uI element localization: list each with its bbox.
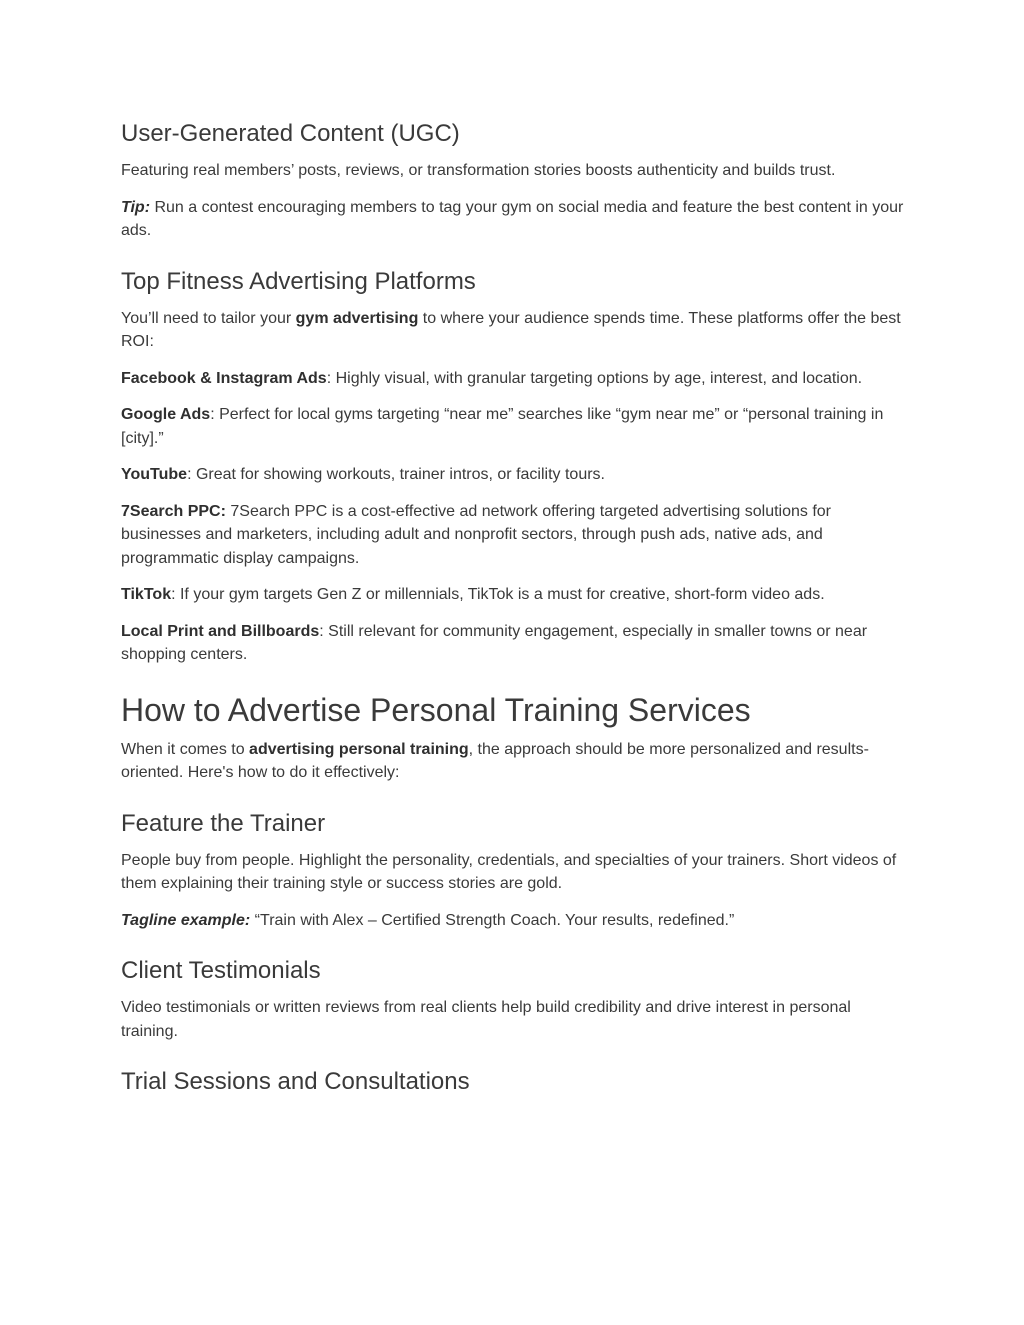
platform-item-tiktok: TikTok: If your gym targets Gen Z or millennials, TikTok is a must for creative, short-form video ads. [121,586,825,603]
keyword-advertising-personal-training: advertising personal training [249,740,469,758]
tip-text: Run a contest encouraging members to tag your gym on social media and feature the best content in your ads. [121,198,904,239]
paragraph-personal-training-intro: When it comes to advertising personal training, the approach should be more personalized and results-oriented. Here's how to do it effectively: [121,740,869,781]
heading-personal-training: How to Advertise Personal Training Services [121,691,751,728]
platform-item-local-print: Local Print and Billboards: Still relevant for community engagement, especially in smaller towns or near shopping centers. [121,622,868,663]
heading-trial-sessions: Trial Sessions and Consultations [121,1068,470,1095]
heading-feature-trainer: Feature the Trainer [121,809,326,837]
document-page [121,118,906,1107]
keyword-gym-advertising: gym advertising [295,309,419,327]
platform-item-facebook-instagram: Facebook & Instagram Ads: Highly visual, with granular targeting options by age, interest, and location. [121,369,863,387]
paragraph-ugc-tip [121,196,906,243]
heading-platforms: Top Fitness Advertising Platforms [121,267,476,295]
heading-ugc: User-Generated Content (UGC) [121,120,460,147]
paragraph-trainer-body: People buy from people. Highlight the personality, credentials, and specialties of your trainers. Short videos of them explaining their training style or success stories are gold. [121,851,897,892]
paragraph-platforms-intro: You’ll need to tailor your gym advertising to where your audience spends time. These platforms offer the best ROI: [121,309,901,350]
paragraph-tagline [121,909,906,933]
tip-label: Tip: [121,198,151,216]
platform-item-google-ads: Google Ads: Perfect for local gyms targeting “near me” searches like “gym near me” or “personal training in [city].” [121,406,884,447]
paragraph-ugc-body: Featuring real members’ posts, reviews, or transformation stories boosts authenticity and builds trust. [121,162,836,179]
paragraph-testimonials-body: Video testimonials or written reviews from real clients help build credibility and drive interest in personal training. [121,999,851,1040]
heading-client-testimonials: Client Testimonials [121,957,321,984]
platform-item-youtube: YouTube: Great for showing workouts, trainer intros, or facility tours. [121,466,605,483]
tagline-label: Tagline example: [121,911,251,929]
tagline-text: “Train with Alex – Certified Strength Coach. Your results, redefined.” [250,911,735,929]
platform-item-7search-ppc: 7Search PPC: 7Search PPC is a cost-effective ad network offering targeted advertising solutions for businesses and marketers, including adult and nonprofit sectors, through push ads, native ads, and programmatic display campaigns. [121,502,831,567]
